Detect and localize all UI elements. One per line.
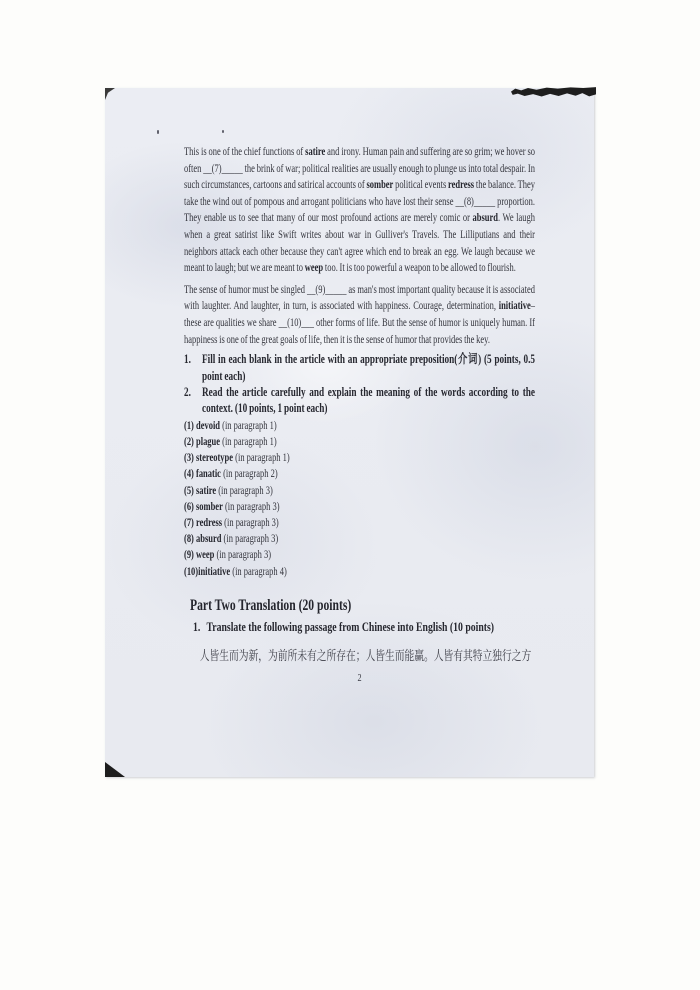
- word-list-item: (3) stereotype (in paragraph 1): [184, 452, 290, 465]
- ink-speck: [222, 130, 224, 133]
- scanned-exam-page: [105, 88, 594, 777]
- question-1-text: Fill in each blank in the article with an appropriate preposition(介词) (5 points, 0.5 point each): [202, 352, 535, 383]
- question-1: [184, 351, 535, 384]
- question-1-number: 1.: [184, 352, 191, 367]
- scan-artifact-corner-bottom-left: [105, 762, 125, 777]
- page-number: 2: [357, 672, 362, 685]
- word-list-item: (9) weep (in paragraph 3): [184, 549, 272, 562]
- word-list-item: (7) redress (in paragraph 3): [184, 516, 279, 529]
- article-paragraph-satire: This is one of the chief functions of satire and irony. Human pain and suffering are so grim; we hover so often __(7)_____ the brink of war; political realities are usually enough to plunge us into total despair. In such circumstances, cartoons and satirical accounts of somber political events redress the balance. They take the wind out of pompous and arrogant politicians who have lost their sense __(8)_____ proportion. They enable us to see that many of our most profound actions are merely comic or absurd. We laugh when a great satirist like Swift writes about war in Gulliver's Travels. The Lilliputians and their neighbors attack each other because they can't agree which end to break an egg. We laugh because we meant to laugh; but we are meant to weep too. It is too powerful a weapon to be allowed to flourish.: [184, 146, 535, 275]
- scan-artifact-corner-top-left: [105, 88, 115, 100]
- word-list-item: (8) absurd (in paragraph 3): [184, 533, 279, 546]
- word-list-item: (5) satire (in paragraph 3): [184, 484, 273, 497]
- question-instructions: [184, 351, 535, 417]
- ink-speck: [157, 130, 159, 134]
- translation-task: [184, 619, 535, 635]
- word-list-item: (2) plague (in paragraph 1): [184, 435, 277, 448]
- word-list-item: (6) somber (in paragraph 3): [184, 500, 280, 513]
- part-two-heading: Part Two Translation (20 points): [190, 596, 352, 614]
- word-list-item: (1) devoid (in paragraph 1): [184, 419, 277, 432]
- translation-task-number: 1.: [193, 618, 201, 634]
- question-2: [184, 384, 535, 417]
- article-paragraph-humor: The sense of humor must be singled __(9)_____ as man's most important quality because it is associated with laughter. And laughter, in turn, is associated with happiness. Courage, determination, initiative– these are qualities we share __(10)___ other forms of life. But the sense of humor is uniquely human. If happiness is one of the great goals of life, then it is the sense of humor that provides the key.: [184, 283, 536, 346]
- question-2-number: 2.: [184, 384, 191, 399]
- word-list-item: (10)initiative (in paragraph 4): [184, 565, 287, 578]
- page-content: [184, 144, 535, 684]
- question-2-text: Read the article carefully and explain the meaning of the words according to the context. (10 points, 1 point each): [202, 384, 535, 416]
- word-list-item: (4) fanatic (in paragraph 2): [184, 468, 278, 481]
- scan-artifact-band-top-right: [511, 85, 596, 97]
- word-list: [184, 418, 535, 580]
- translation-task-text: Translate the following passage from Chinese into English (10 points): [206, 618, 495, 634]
- chinese-passage: 人皆生而为新，为前所未有之所存在；人皆生而能赢。人皆有其特立独行之方: [199, 648, 532, 664]
